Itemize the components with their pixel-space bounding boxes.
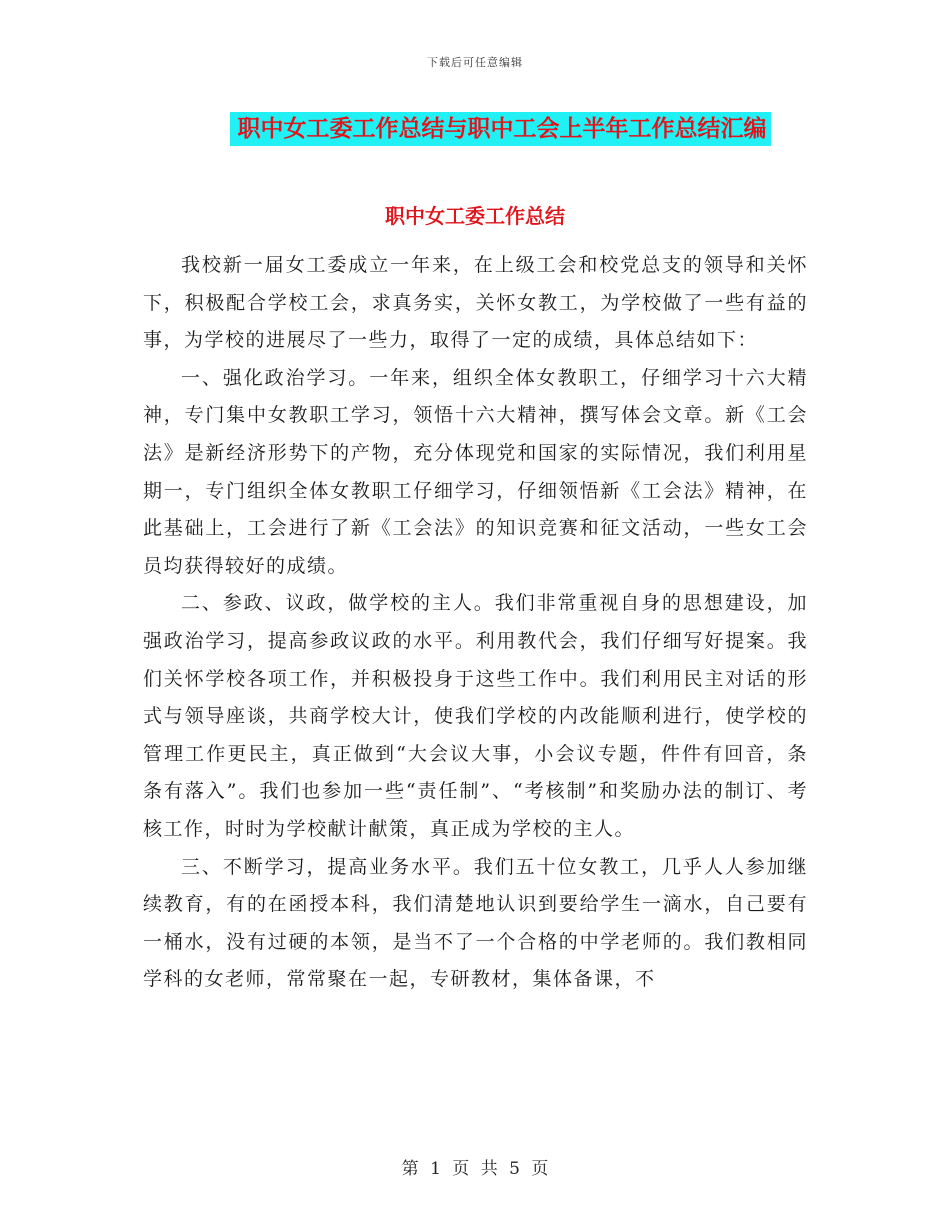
- section-title: 职中女工委工作总结: [385, 204, 565, 228]
- document-body: [143, 247, 808, 999]
- document-title-container: [0, 112, 950, 146]
- document-title: 职中女工委工作总结与职中工会上半年工作总结汇编: [230, 112, 771, 146]
- paragraph-participation: 二、参政、议政，做学校的主人。我们非常重视自身的思想建设，加强政治学习，提高参政议政的水平。利用教代会，我们仔细写好提案。我们关怀学校各项工作，并积极投身于这些工作中。我们利用民主对话的形式与领导座谈，共商学校大计，使我们学校的内改能顺利进行，使学校的管理工作更民主，真正做到“大会议大事，小会议专题，件件有回音，条条有落入”。我们也参加一些“责任制”、“考核制”和奖励办法的制订、考核工作，时时为学校献计献策，真正成为学校的主人。: [143, 592, 808, 840]
- page-footer: 第 1 页 共 5 页: [401, 1159, 549, 1179]
- paragraph-professional-study: 三、不断学习，提高业务水平。我们五十位女教工，几乎人人参加继续教育，有的在函授本科，我们清楚地认识到要给学生一滴水，自己要有一桶水，没有过硬的本领，是当不了一个合格的中学老师的。我们教相同学科的女老师，常常聚在一起，专研教材，集体备课，不: [143, 855, 808, 991]
- paragraph-political-study: 一、强化政治学习。一年来，组织全体女教职工，仔细学习十六大精神，专门集中女教职工学习，领悟十六大精神，撰写体会文章。新《工会法》是新经济形势下的产物，充分体现党和国家的实际情况，我们利用星期一，专门组织全体女教职工仔细学习，仔细领悟新《工会法》精神，在此基础上，工会进行了新《工会法》的知识竞赛和征文活动，一些女工会员均获得较好的成绩。: [143, 366, 808, 577]
- page-header-note: 下载后可任意编辑: [427, 56, 523, 69]
- paragraph-intro: 我校新一届女工委成立一年来，在上级工会和校党总支的领导和关怀下，积极配合学校工会，求真务实，关怀女教工，为学校做了一些有益的事，为学校的进展尽了一些力，取得了一定的成绩，具体总结如下：: [143, 254, 808, 352]
